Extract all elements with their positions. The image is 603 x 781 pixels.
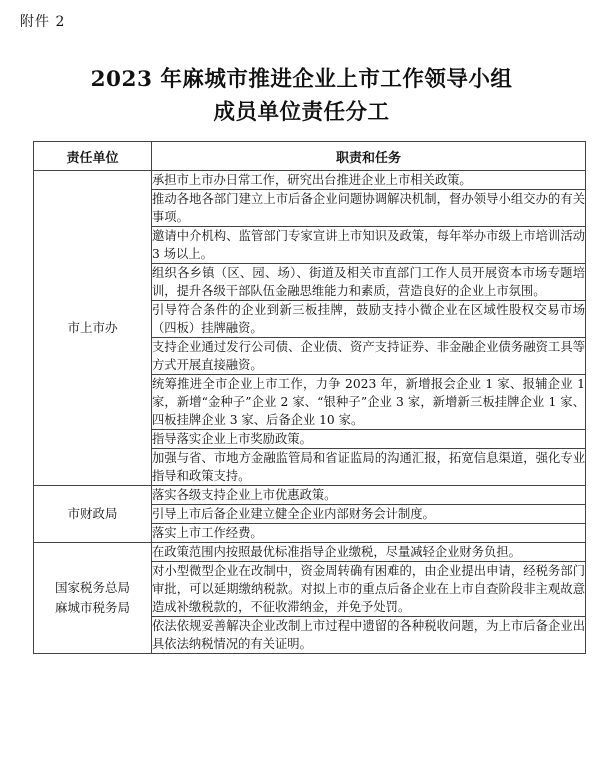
duty-cell: 承担市上市办日常工作，研究出台推进企业上市相关政策。	[152, 171, 586, 190]
duty-cell: 落实各级支持企业上市优惠政策。	[152, 486, 586, 505]
table-row	[34, 486, 586, 505]
table-row	[34, 171, 586, 190]
duty-cell: 对小型微型企业在改制中，资金周转确有困难的，由企业提出申请，经税务部门审批，可以延期缴纳税款。对拟上市的重点后备企业在上市自查阶段非主观故意造成补缴税款的，不征收滞纳金，并免予处罚。	[152, 562, 586, 617]
document-title-line1: 2023 年麻城市推进企业上市工作领导小组	[90, 67, 513, 92]
duty-cell: 推动各地各部门建立上市后备企业问题协调解决机制，督办领导小组交办的有关事项。	[152, 190, 586, 227]
responsibility-table	[33, 141, 586, 654]
duty-cell: 统筹推进全市企业上市工作，力争 2023 年，新增报会企业 1 家、报辅企业 1 家，新增“金种子”企业 2 家、“银种子”企业 3 家，新增新三板挂牌企业 1 家、四板挂牌企业 3 家、后备企业 10 家。	[152, 375, 586, 430]
duty-cell: 组织各乡镇（区、园、场）、街道及相关市直部门工作人员开展资本市场专题培训，提升各级干部队伍金融思维能力和素质，营造良好的企业上市氛围。	[152, 264, 586, 301]
duty-cell: 在政策范围内按照最优标准指导企业缴税，尽量减轻企业财务负担。	[152, 543, 586, 562]
attachment-label: 附件 2	[20, 14, 66, 30]
table-header-row	[34, 142, 586, 171]
duty-cell: 引导符合条件的企业到新三板挂牌，鼓励支持小微企业在区域性股权交易市场（四板）挂牌融资。	[152, 301, 586, 338]
unit-cell-caizhengju: 市财政局	[34, 486, 152, 543]
unit-line2: 麻城市税务局	[54, 600, 130, 615]
duty-cell: 落实上市工作经费。	[152, 524, 586, 543]
duty-cell: 支持企业通过发行公司债、企业债、资产支持证券、非金融企业债务融资工具等方式开展直接融资。	[152, 338, 586, 375]
table-row	[34, 543, 586, 562]
unit-cell-shuiwuju	[34, 543, 152, 654]
duty-cell: 加强与省、市地方金融监管局和省证监局的沟通汇报，拓宽信息渠道，强化专业指导和政策支持。	[152, 449, 586, 486]
duty-cell: 依法依规妥善解决企业改制上市过程中遗留的各种税收问题，为上市后备企业出具依法纳税情况的有关证明。	[152, 617, 586, 654]
header-duty: 职责和任务	[152, 142, 586, 171]
document-title-line2: 成员单位责任分工	[213, 100, 390, 125]
duty-cell: 指导落实企业上市奖励政策。	[152, 430, 586, 449]
header-unit: 责任单位	[34, 142, 152, 171]
duty-cell: 引导上市后备企业建立健全企业内部财务会计制度。	[152, 505, 586, 524]
unit-cell-shangshiban: 市上市办	[34, 171, 152, 486]
duty-cell: 邀请中介机构、监管部门专家宣讲上市知识及政策，每年举办市级上市培训活动 3 场以上。	[152, 227, 586, 264]
unit-line1: 国家税务总局	[54, 580, 130, 595]
